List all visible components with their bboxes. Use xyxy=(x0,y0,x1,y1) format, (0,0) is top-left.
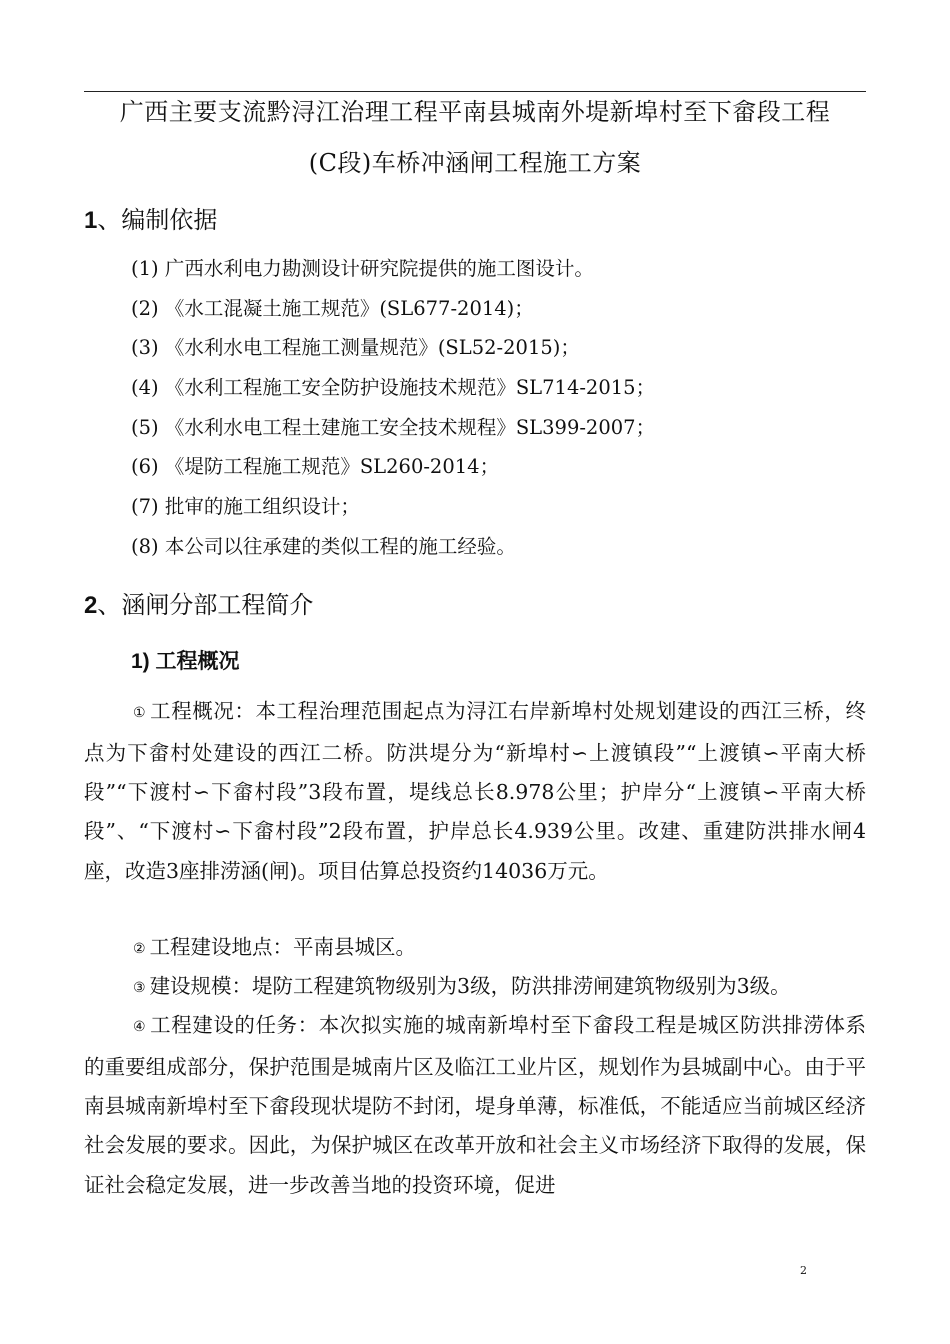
reference-list xyxy=(131,254,655,572)
section-title: 编制依据 xyxy=(121,206,218,234)
page-number: 2 xyxy=(800,1264,807,1277)
list-item: (8) 本公司以往承建的类似工程的施工经验。 xyxy=(131,534,516,558)
list-item: (6) 《堤防工程施工规范》SL260-2014； xyxy=(131,455,500,479)
paragraph-text: 工程概况：本工程治理范围起点为浔江右岸新埠村处规划建设的西江三桥，终点为下畲村处建设的西江二桥。防洪堤分为“新埠村∽上渡镇段”“上渡镇∽平南大桥段”“下渡村∽下畲村段”3段布置，堤线总长8.978公里；护岸分“上渡镇∽平南大桥段”、“下渡村∽下畲村段”2段布置，护岸总长4.939公里。改建、重建防洪排水闸4座，改造3座排涝涵(闸)。项目估算总投资约14036万元。 xyxy=(84,698,866,883)
document-title-line-1: 广西主要支流黔浔江治理工程平南县城南外堤新埠村至下畲段工程 xyxy=(119,98,831,126)
section-number: 2 xyxy=(84,592,98,619)
list-item: (3) 《水利水电工程施工测量规范》(SL52-2015)； xyxy=(131,336,580,360)
section-number: 1 xyxy=(84,207,98,234)
section-title: 涵闸分部工程简介 xyxy=(121,591,314,619)
paragraph-scale xyxy=(84,967,866,1009)
list-item: (1) 广西水利电力勘测设计研究院提供的施工图设计。 xyxy=(131,257,594,280)
circled-number: ② xyxy=(133,940,146,957)
paragraph-text: 建设规模：堤防工程建筑物级别为3级，防洪排涝闸建筑物级别为3级。 xyxy=(149,973,791,998)
list-item: (2) 《水工混凝土施工规范》(SL677-2014)； xyxy=(131,296,534,320)
list-item: (5) 《水利水电工程土建施工安全技术规程》SL399-2007； xyxy=(131,415,656,439)
list-item: (7) 批审的施工组织设计； xyxy=(131,495,360,519)
circled-number: ③ xyxy=(133,979,146,996)
document-title-line-2: (C段)车桥冲涵闸工程施工方案 xyxy=(308,149,642,177)
paragraph-overview xyxy=(84,692,866,891)
paragraph-location xyxy=(84,928,866,970)
subsection-heading: 1) 工程概况 xyxy=(131,650,240,673)
section-heading-1 xyxy=(84,200,217,235)
section-separator: 、 xyxy=(97,591,122,619)
section-heading-2 xyxy=(84,585,313,620)
paragraph-text: 工程建设地点：平南县城区。 xyxy=(149,934,417,959)
paragraph-text: 工程建设的任务：本次拟实施的城南新埠村至下畲段工程是城区防洪排涝体系的重要组成部分，保护范围是城南片区及临江工业片区，规划作为县城副中心。由于平南县城南新埠村至下畲段现状堤防不封闭，堤身单薄，标准低，不能适应当前城区经济社会发展的要求。因此，为保护城区在改革开放和社会主义市场经济下取得的发展，保证社会稳定发展，进一步改善当地的投资环境，促进 xyxy=(84,1012,866,1197)
list-item: (4) 《水利工程施工安全防护设施技术规范》SL714-2015； xyxy=(131,376,656,400)
paragraph-tasks xyxy=(84,1006,866,1205)
section-separator: 、 xyxy=(97,206,122,234)
circled-number: ④ xyxy=(133,1018,147,1035)
circled-number: ① xyxy=(133,704,147,721)
